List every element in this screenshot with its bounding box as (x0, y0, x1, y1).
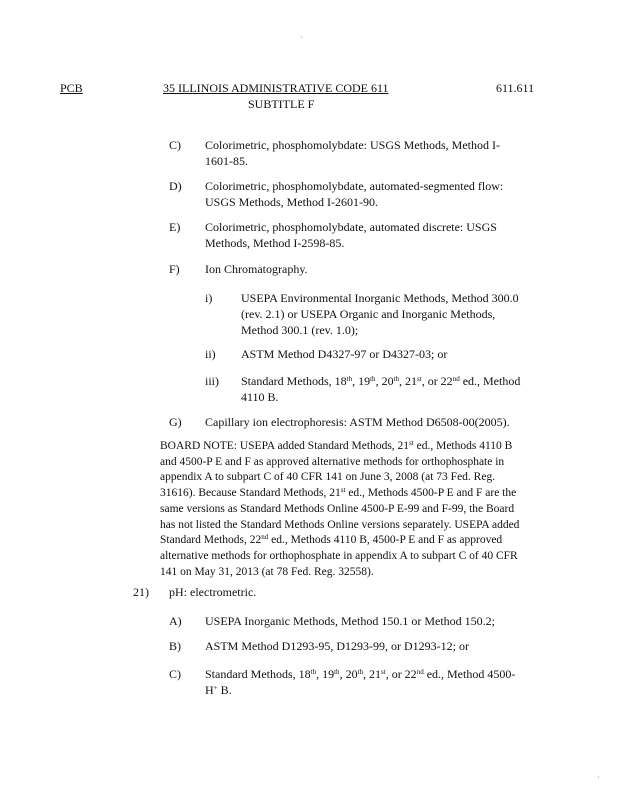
item-c-line1: Colorimetric, phosphomolybdate: USGS Methods, Method I- (205, 138, 500, 152)
header-section-number: 611.611 (496, 81, 535, 95)
scan-speck-bottom: · (597, 773, 600, 782)
c21-h-sup: + (213, 684, 218, 692)
subitem-iii-label: iii) (205, 374, 219, 388)
subitem-i-line1: USEPA Environmental Inorganic Methods, Method 300.0 (241, 291, 519, 305)
c21-pre: Standard Methods, 18 (205, 667, 311, 681)
c21-mid4: , or 22 (385, 667, 417, 681)
subitem-ii-label: ii) (205, 347, 216, 361)
c21-sup4: st (381, 668, 386, 676)
board-note-p2: ed., Methods 4110 B and 4500-P E and F as approved alternative methods for orthophosphate in appendix A to subpart C of 40 CFR 141 on June 3, 2008 (at 73 Fed. Reg. 31616). Because Standard Methods, 21 (160, 440, 513, 500)
iii-pre: Standard Methods, 18 (241, 374, 347, 388)
item-21a-line1: USEPA Inorganic Methods, Method 150.1 or Method 150.2; (205, 614, 495, 628)
header-subtitle: SUBTITLE F (248, 97, 315, 111)
subitem-i-line3: Method 300.1 (rev. 1.0); (241, 323, 359, 337)
item-g-line1: Capillary ion electrophoresis: ASTM Method D6508-00(2005). (205, 415, 510, 429)
item-d-line2: USGS Methods, Method I-2601-90. (205, 195, 378, 209)
item-e-label: E) (169, 220, 181, 234)
board-note-sup2: st (340, 486, 346, 495)
c21-h-tail: B. (217, 683, 232, 697)
c21-post: ed., Method 4500- (423, 667, 516, 681)
iii-mid4: , or 22 (421, 374, 453, 388)
c21-mid1: , 19 (316, 667, 335, 681)
item-d-line1: Colorimetric, phosphomolybdate, automated-segmented flow: (205, 179, 504, 193)
subitem-iii-line2: 4110 B. (241, 390, 279, 404)
iii-mid3: , 21 (399, 374, 418, 388)
board-note (160, 439, 530, 580)
item-21b-line1: ASTM Method D1293-95, D1293-99, or D1293-12; or (205, 639, 469, 653)
c21-sup3: th (357, 668, 364, 676)
header-code-title (163, 80, 389, 96)
item-f-label: F) (169, 262, 180, 276)
c21-sup1: th (310, 668, 317, 676)
header-agency: PCB (60, 81, 83, 95)
subitem-i-label: i) (205, 291, 213, 305)
iii-sup4: st (417, 375, 422, 383)
subitem-ii-line1: ASTM Method D4327-97 or D4327-03; or (241, 347, 448, 361)
c21-h: H (205, 683, 214, 697)
iii-mid1: , 19 (352, 374, 371, 388)
item-e-line1: Colorimetric, phosphomolybdate, automated discrete: USGS (205, 220, 497, 234)
header-code-title-text: 35 ILLINOIS ADMINISTRATIVE CODE 611 (163, 81, 389, 95)
item-21a-label: A) (169, 614, 182, 628)
subitem-i-line2: (rev. 2.1) or USEPA Organic and Inorganic Methods, (241, 307, 496, 321)
c21-mid3: , 21 (363, 667, 382, 681)
iii-mid2: , 20 (375, 374, 394, 388)
scan-speck-top: · (300, 33, 303, 42)
item-21-label: 21) (133, 585, 149, 599)
item-21c-line1 (205, 666, 515, 682)
iii-sup5: nd (452, 375, 460, 383)
item-21c-line2 (205, 682, 232, 698)
board-note-sup1: st (409, 439, 414, 447)
item-21c-label: C) (169, 667, 181, 681)
item-g-label: G) (169, 415, 182, 429)
iii-post: ed., Method (459, 374, 521, 388)
board-note-p3: ed., Methods 4500-P E and F are the same versions as Standard Methods Online 4500-P E-99 and F-99, the Board has not listed the Standard Methods Online versions separately. USEPA added Standard Methods, 22 (160, 487, 520, 547)
iii-sup2: th (370, 375, 376, 383)
board-note-p1: BOARD NOTE: USEPA added Standard Methods, 21 (160, 440, 410, 452)
subitem-iii-line1 (241, 373, 520, 389)
item-f-line1: Ion Chromatography. (205, 262, 308, 276)
c21-mid2: , 20 (339, 667, 358, 681)
item-c-line2: 1601-85. (205, 154, 248, 168)
item-e-line2: Methods, Method I-2598-85. (205, 236, 345, 250)
board-note-sup3: nd (261, 533, 269, 542)
c21-sup5: nd (416, 668, 424, 676)
item-21-line1: pH: electrometric. (169, 585, 257, 599)
item-c-label: C) (169, 138, 181, 152)
board-note-p4: ed., Methods 4110 B, 4500-P E and F as approved alternative methods for orthophosphate in appendix A to subpart C of 40 CFR 141 on May 31, 2013 (at 78 Fed. Reg. 32558). (160, 534, 518, 578)
item-21b-label: B) (169, 639, 181, 653)
iii-sup1: th (346, 375, 353, 383)
c21-sup2: th (334, 668, 340, 676)
iii-sup3: th (393, 375, 400, 383)
item-d-label: D) (169, 179, 182, 193)
